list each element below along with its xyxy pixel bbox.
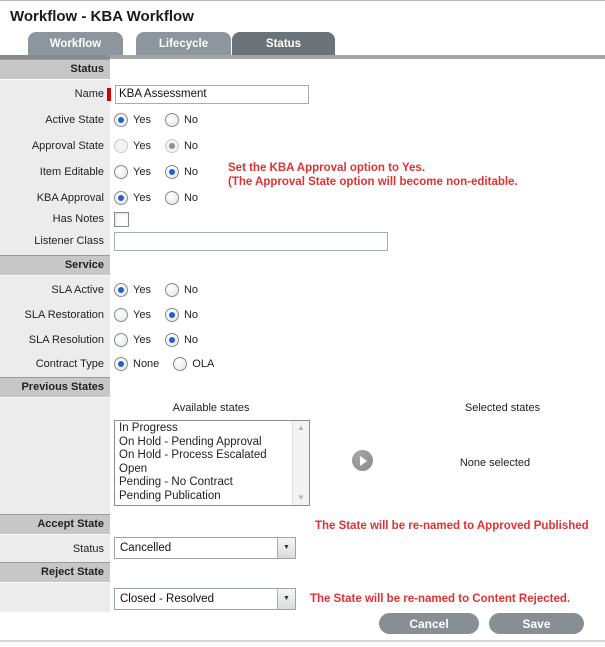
list-item[interactable]: On Hold - Pending Approval [119, 435, 262, 448]
approval-state-yes-radio [114, 139, 151, 153]
radio-option-label: No [183, 140, 199, 152]
sla-restoration-yes-radio[interactable] [114, 308, 151, 322]
has-notes-row [0, 210, 605, 228]
radio-selected-icon [165, 165, 179, 179]
accept-status-row [0, 540, 605, 558]
item-editable-no-radio[interactable] [165, 165, 198, 179]
reject-state-selected-value: Closed - Resolved [120, 593, 214, 605]
radio-option-label: Yes [133, 309, 151, 321]
name-row [0, 85, 605, 103]
approval-state-row [0, 137, 605, 155]
listbox-scrollbar[interactable] [292, 421, 309, 505]
list-item[interactable]: On Hold - Process Escalated [119, 449, 267, 461]
sla-restoration-label: SLA Restoration [24, 309, 104, 321]
tab-underline-right [110, 55, 605, 59]
radio-icon [173, 357, 187, 371]
contract-type-none-radio[interactable] [114, 357, 159, 371]
radio-option-label: No [183, 166, 199, 178]
reject-state-annotation: The State will be re-named to Content Rejected. [310, 593, 571, 605]
accept-state-selected-value: Cancelled [120, 542, 172, 554]
sla-active-label: SLA Active [51, 284, 104, 296]
scroll-down-icon[interactable]: ▼ [297, 493, 305, 502]
kba-approval-label: KBA Approval [36, 192, 104, 204]
sla-resolution-yes-radio[interactable] [114, 333, 151, 347]
radio-option-label: None [133, 358, 160, 370]
section-header-previous-states: Previous States [0, 377, 110, 398]
kba-annotation-line1: Set the KBA Approval option to Yes. [228, 162, 426, 174]
list-item[interactable]: Pending Publication [119, 489, 221, 502]
available-states-listbox[interactable] [114, 420, 310, 506]
radio-icon [114, 165, 128, 179]
contract-type-ola-radio[interactable] [173, 357, 214, 371]
kba-approval-yes-radio[interactable] [114, 191, 151, 205]
accept-state-dropdown[interactable] [114, 537, 296, 559]
sla-resolution-row [0, 331, 605, 349]
required-indicator [107, 88, 111, 101]
has-notes-checkbox[interactable] [114, 212, 129, 227]
approval-state-no-radio [165, 139, 198, 153]
radio-selected-icon [165, 308, 179, 322]
radio-option-label: No [183, 114, 199, 126]
none-selected-text: None selected [459, 457, 531, 469]
kba-annotation-line2: (The Approval State option will become non-editable. [228, 176, 518, 188]
radio-option-label: No [183, 334, 199, 346]
active-state-no-radio[interactable] [165, 113, 198, 127]
radio-icon [165, 283, 179, 297]
sla-active-yes-radio[interactable] [114, 283, 151, 297]
sla-restoration-row [0, 306, 605, 324]
sla-restoration-no-radio[interactable] [165, 308, 198, 322]
top-divider [0, 0, 605, 1]
radio-icon [114, 308, 128, 322]
kba-approval-no-radio[interactable] [165, 191, 198, 205]
dropdown-arrow-icon[interactable] [277, 538, 295, 558]
radio-selected-icon [114, 283, 128, 297]
sla-active-no-radio[interactable] [165, 283, 198, 297]
radio-option-label: Yes [133, 192, 151, 204]
tab-status[interactable]: Status [232, 32, 335, 55]
radio-option-label: OLA [192, 358, 215, 370]
item-editable-yes-radio[interactable] [114, 165, 151, 179]
radio-selected-icon [114, 191, 128, 205]
radio-option-label: Yes [133, 166, 151, 178]
radio-option-label: Yes [133, 114, 151, 126]
bottom-strip [0, 642, 605, 647]
move-right-button[interactable] [352, 450, 373, 471]
available-states-items [115, 422, 293, 503]
sla-resolution-label: SLA Resolution [28, 334, 104, 346]
active-state-yes-radio[interactable] [114, 113, 151, 127]
name-label: Name [74, 88, 104, 100]
item-editable-label: Item Editable [39, 166, 104, 178]
dropdown-arrow-icon[interactable] [277, 589, 295, 609]
page-title: Workflow - KBA Workflow [10, 8, 194, 25]
selected-states-label: Selected states [464, 402, 541, 414]
radio-selected-icon [114, 113, 128, 127]
kba-approval-row [0, 189, 605, 207]
cancel-button[interactable]: Cancel [379, 613, 479, 634]
radio-option-label: No [183, 284, 199, 296]
radio-option-label: No [183, 309, 199, 321]
sla-resolution-no-radio[interactable] [165, 333, 198, 347]
radio-option-label: Yes [133, 140, 151, 152]
radio-option-label: No [183, 192, 199, 204]
section-header-accept-state: Accept State [0, 514, 110, 535]
has-notes-label: Has Notes [52, 213, 104, 225]
radio-selected-icon [165, 333, 179, 347]
radio-option-label: Yes [133, 284, 151, 296]
kba-annotation [228, 161, 518, 189]
scroll-up-icon[interactable]: ▲ [297, 423, 305, 432]
radio-selected-icon [114, 357, 128, 371]
sla-active-row [0, 281, 605, 299]
listener-class-input[interactable] [114, 232, 388, 251]
radio-icon [114, 333, 128, 347]
contract-type-row [0, 355, 605, 373]
tab-workflow[interactable]: Workflow [28, 32, 123, 55]
list-item[interactable]: Open [119, 462, 148, 475]
approval-state-label: Approval State [31, 140, 104, 152]
reject-state-dropdown[interactable] [114, 588, 296, 610]
available-states-label: Available states [172, 402, 250, 414]
section-header-service: Service [0, 255, 110, 276]
accept-status-label: Status [72, 543, 104, 555]
active-state-label: Active State [45, 114, 104, 126]
radio-icon [165, 113, 179, 127]
radio-disabled-selected-icon [165, 139, 179, 153]
listener-class-row [0, 232, 605, 250]
listener-class-label: Listener Class [34, 235, 104, 247]
section-header-reject-state: Reject State [0, 562, 110, 583]
contract-type-label: Contract Type [35, 358, 104, 370]
section-header-status: Status [0, 59, 110, 80]
accept-state-annotation: The State will be re-named to Approved Published [315, 520, 589, 532]
radio-icon [165, 191, 179, 205]
name-input[interactable] [115, 85, 309, 104]
radio-option-label: Yes [133, 334, 151, 346]
save-button[interactable]: Save [489, 613, 584, 634]
radio-disabled-icon [114, 139, 128, 153]
list-item[interactable]: Pending - No Contract [119, 476, 233, 488]
tab-lifecycle[interactable]: Lifecycle [136, 32, 231, 55]
active-state-row [0, 111, 605, 129]
list-item[interactable]: In Progress [119, 422, 178, 434]
